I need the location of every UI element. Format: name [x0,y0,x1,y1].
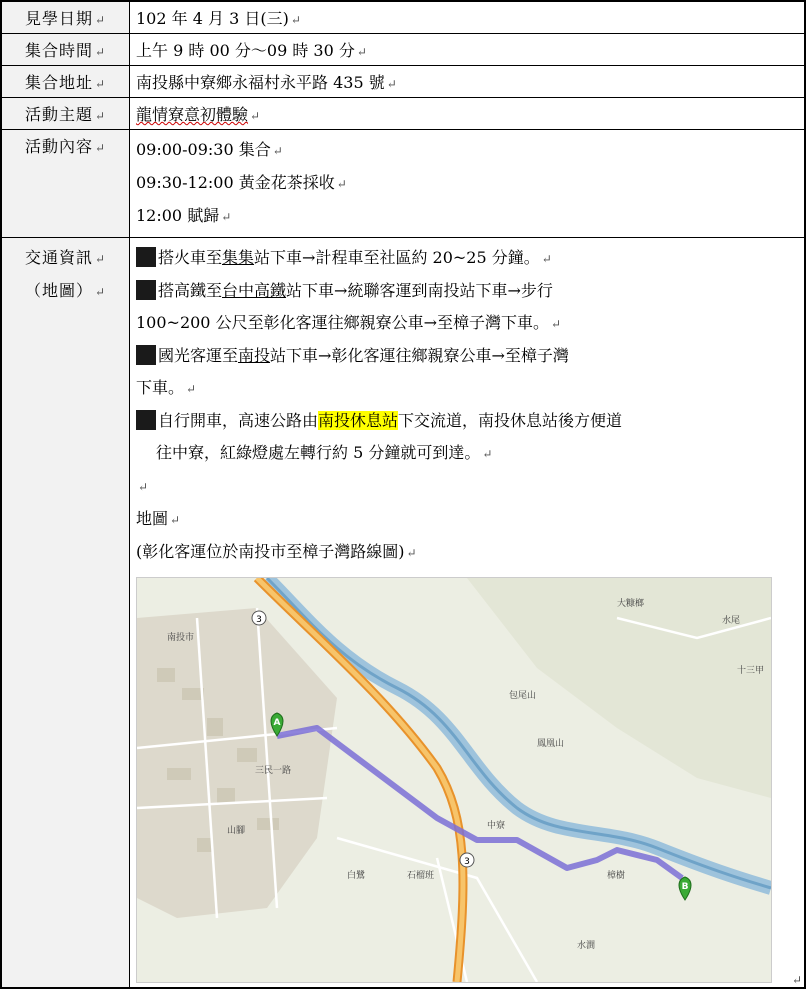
route-map-svg [137,578,771,982]
schedule-item: 09:00-09:30 集合 [136,140,271,159]
address-label: 集合地址 [24,73,93,92]
table-row [1,238,805,989]
traffic-label-line1: 交通資訊 [24,248,93,267]
schedule-item: 09:30-12:00 黃金花茶採收 [136,173,335,192]
hsr-text-b: 站下車→統聯客運到南投站下車→步行 [286,281,553,300]
date-label-cell [1,1,130,34]
car-text-a: 自行開車，高速公路由 [158,411,319,430]
theme-value: 龍情寮意初體驗 [136,105,249,124]
time-label: 集合時間 [24,41,93,60]
bus-text-a: 國光客運至 [158,346,239,365]
traffic-label-cell [1,238,130,989]
para-mark: ↵ [94,45,107,59]
table-row [1,1,805,34]
svg-text:3: 3 [256,615,262,625]
bullet-square-icon [136,410,156,430]
date-value-cell [130,1,806,34]
theme-label: 活動主題 [24,105,93,124]
blank-line [136,470,798,503]
map-label-text: 水澗 [577,941,596,951]
time-label-cell [1,34,130,66]
theme-value-cell [130,98,806,130]
para-mark: ↵ [272,144,283,158]
time-value: 上午 9 時 00 分～09 時 30 分 [136,41,355,60]
train-text-b: 站下車→計程車至社區約 20~25 分鐘。 [254,248,540,267]
svg-text:3: 3 [464,857,470,867]
map-label [8,275,123,308]
map-label-text: 十三甲 [737,666,765,676]
map-label-text: 大糠榔 [617,599,645,609]
traffic-label-line2: （地圖） [24,281,93,300]
date-value: 102 年 4 月 3 日(三) [136,9,289,28]
map-label-text: 包尾山 [509,691,537,701]
para-mark: ↵ [336,177,347,191]
marker-b-label: B [681,882,689,892]
table-row [1,98,805,130]
para-mark: ↵ [791,973,802,987]
map-label-text: 南投市 [167,633,195,643]
map-title-text: 地圖 [136,509,169,528]
table-row [1,34,805,66]
theme-label-cell [1,98,130,130]
list-item [136,134,798,167]
address-label-cell [1,66,130,98]
bus-station: 南投 [238,346,271,365]
content-value-cell [130,130,806,238]
bus-text-c: 下車。 [136,378,185,397]
map-label-text: 白鷺 [347,871,366,881]
bullet-square-icon [136,345,156,365]
para-mark: ↵ [94,77,107,91]
map-caption-text: (彰化客運位於南投市至樟子灣路線圖) [136,542,405,561]
para-mark: ↵ [482,447,493,461]
table-row [1,66,805,98]
map-label-text: 鳳凰山 [537,739,565,749]
content-label-cell [1,130,130,238]
train-text-a: 搭火車至 [158,248,223,267]
car-text-c: 往中寮，紅綠燈處左轉行約 5 分鐘就可到達。 [156,443,481,462]
date-label: 見學日期 [24,9,93,28]
para-mark: ↵ [170,513,181,527]
car-text-b: 下交流道，南投休息站後方便道 [398,411,623,430]
bus-text-b: 站下車→彰化客運往鄉親寮公車→至樟子灣 [270,346,569,365]
para-mark: ↵ [186,382,197,396]
para-mark: ↵ [406,546,417,560]
hsr-text-a: 搭高鐵至 [158,281,223,300]
para-mark: ↵ [138,480,149,494]
para-mark: ↵ [94,252,107,266]
para-mark: ↵ [94,109,107,123]
map-label-text: 中寮 [487,821,506,831]
para-mark: ↵ [386,77,397,91]
table-row [1,130,805,238]
car-instruction [136,405,798,437]
content-label: 活動內容 [24,137,93,156]
bullet-square-icon [136,280,156,300]
para-mark: ↵ [550,317,562,331]
traffic-label [8,242,123,275]
hsr-text-c: 100~200 公尺至彰化客運往鄉親寮公車→至樟子灣下車。 [136,313,549,332]
map-label-text: 水尾 [722,616,741,626]
map-label-text: 石榴班 [407,871,435,881]
route-map [136,577,772,983]
car-highlight: 南投休息站 [318,411,399,430]
para-mark: ↵ [94,13,107,27]
para-mark: ↵ [94,285,107,299]
traffic-value-cell [130,238,806,989]
map-label-text: 樟樹 [607,871,626,881]
bus-instruction [136,340,798,372]
hsr-instruction-cont [136,307,798,340]
para-mark: ↵ [221,210,232,224]
schedule-item: 12:00 賦歸 [136,206,220,225]
map-label-text: 三民一路 [255,766,292,776]
para-mark: ↵ [250,109,261,123]
marker-a-label: A [273,718,281,728]
bus-instruction-cont [136,372,798,405]
para-mark: ↵ [290,13,301,27]
para-mark: ↵ [356,45,367,59]
hsr-station: 台中高鐵 [222,281,287,300]
bullet-square-icon [136,247,156,267]
address-value: 南投縣中寮鄉永福村永平路 435 號 [136,73,385,92]
list-item [136,167,798,200]
train-instruction [136,242,798,275]
map-label-text: 山腳 [227,826,246,836]
hsr-instruction [136,275,798,307]
address-value-cell [130,66,806,98]
train-station: 集集 [222,248,255,267]
list-item [136,200,798,233]
map-title [136,503,798,536]
car-instruction-cont [136,437,798,470]
map-caption [136,536,798,569]
para-mark: ↵ [94,141,107,155]
para-mark: ↵ [541,252,552,266]
time-value-cell [130,34,806,66]
